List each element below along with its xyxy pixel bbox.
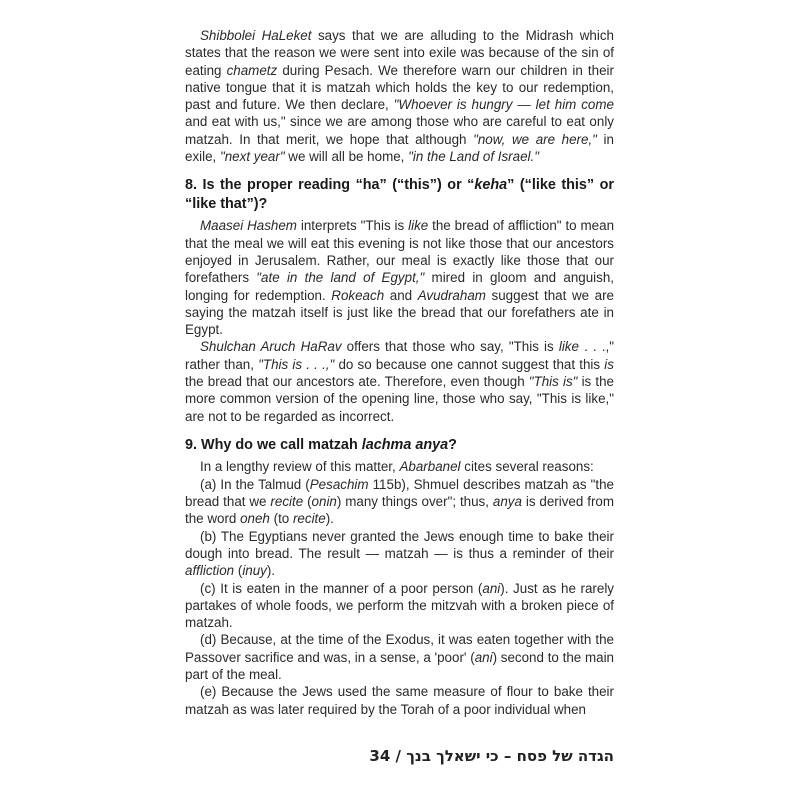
text-run: says that we are alluding to the Midrash which states that the reason we were sent into exile was because of the sin of eating: [185, 28, 614, 78]
italic-text-run: Abarbanel: [399, 459, 461, 475]
italic-text-run: Rokeach: [331, 287, 385, 303]
text-run: ” (“like this” or “like that”)?: [185, 177, 614, 212]
text-run: is derived from the word: [185, 494, 615, 527]
italic-text-run: anya: [492, 494, 522, 510]
footer-separator: /: [390, 747, 407, 765]
text-run: do so because one cannot suggest that this: [334, 356, 605, 372]
text-run: interprets "This is: [296, 218, 409, 234]
section-heading: [185, 436, 614, 455]
paragraph: [185, 580, 614, 632]
text-run: 8. Is the proper reading “ha” (“this”) or “: [185, 177, 475, 194]
text-run: ?: [448, 436, 457, 453]
text-run: (c) It is eaten in the manner of a poor person (: [200, 580, 483, 596]
text-run: (d) Because, at the time of the Exodus, it was eaten together with the Passover sacrifice and was, in a sense, a 'poor' (: [185, 632, 614, 665]
italic-text-run: keha: [474, 177, 508, 194]
section-heading: [185, 176, 614, 213]
italic-text-run: ani: [482, 580, 501, 596]
italic-text-run: recite: [270, 494, 304, 510]
italic-text-run: is: [604, 356, 614, 372]
text-run: ).: [266, 563, 276, 579]
text-run: in exile,: [185, 131, 614, 165]
italic-text-run: lachma anya: [361, 436, 449, 453]
text-run: (to: [269, 511, 293, 527]
text-run: mired in gloom and anguish, longing for redemption.: [185, 270, 614, 303]
italic-text-run: "now, we are here,": [473, 131, 597, 147]
text-run: and: [384, 287, 418, 303]
text-run: ).: [325, 511, 334, 527]
italic-text-run: Avudraham: [417, 287, 486, 303]
italic-text-run: affliction: [185, 563, 235, 579]
text-run: (: [234, 563, 243, 579]
running-title: הגדה של פסח – כי ישאלך בנך: [406, 747, 614, 765]
text-run: ) many things over"; thus,: [336, 494, 493, 510]
italic-text-run: "next year": [219, 149, 285, 165]
paragraph: [185, 476, 614, 528]
text-run: 9. Why do we call matzah: [185, 436, 362, 453]
italic-text-run: Pesachim: [309, 476, 369, 492]
italic-text-run: Shibbolei HaLeket: [200, 28, 312, 43]
italic-text-run: ani: [474, 649, 493, 665]
paragraph: [185, 217, 614, 338]
text-run: ) second to the main part of the meal.: [185, 649, 614, 682]
paragraph: [185, 683, 614, 718]
text-run: is the more common version of the opening line, those who say, "This is like," are not to be regarded as incorrect.: [185, 374, 614, 424]
page-body: [185, 27, 614, 718]
italic-text-run: "Whoever is hungry — let him come: [393, 97, 614, 113]
text-run: In a lengthy review of this matter,: [200, 459, 400, 475]
text-run: (: [303, 494, 312, 510]
italic-text-run: "in the Land of Israel.": [408, 149, 539, 165]
italic-text-run: like: [558, 339, 579, 355]
italic-text-run: "ate in the land of Egypt,": [256, 270, 425, 286]
paragraph: [185, 27, 614, 165]
paragraph: [185, 631, 614, 683]
italic-text-run: onin: [311, 494, 337, 510]
italic-text-run: Shulchan Aruch HaRav: [200, 339, 342, 355]
page-footer: [369, 747, 614, 765]
paragraph: [185, 528, 614, 580]
text-run: (b) The Egyptians never granted the Jews enough time to bake their dough into bread. The result — matzah — is thus a reminder of their: [185, 528, 614, 561]
text-run: (e) Because the Jews used the same measure of flour to bake their matzah as was later required by the Torah of a poor individual when: [185, 684, 614, 717]
italic-text-run: "This is . . .,": [258, 356, 335, 372]
italic-text-run: "This is": [528, 374, 578, 390]
text-run: the bread of affliction" to mean that the meal we will eat this evening is not like those that our ancestors enjoyed in Jerusalem. Rather, our meal is exactly like those that our forefathers: [185, 218, 615, 286]
text-run: we will all be home,: [284, 149, 409, 165]
text-run: the bread that our ancestors ate. Therefore, even though: [185, 374, 529, 390]
italic-text-run: Maasei Hashem: [200, 218, 297, 234]
paragraph: [185, 458, 614, 475]
text-run: ). Just as he rarely partakes of whole foods, we perform the mitzvah with a broken piece of matzah.: [185, 580, 615, 631]
text-run: and eat with us," since we are among those who are careful to eat only matzah. In that merit, we hope that although: [185, 114, 614, 147]
text-run: cites several reasons:: [460, 459, 594, 475]
italic-text-run: inuy: [242, 563, 267, 579]
paragraph: [185, 338, 614, 424]
italic-text-run: recite: [292, 511, 326, 527]
italic-text-run: oneh: [240, 511, 270, 527]
text-run: during Pesach. We therefore warn our children in their native tongue that it is matzah which holds the key to our redemption, past and future. We then declare,: [185, 62, 614, 113]
text-run: (a) In the Talmud (: [200, 476, 310, 492]
italic-text-run: chametz: [226, 62, 278, 78]
text-run: suggest that we are saying the matzah itself is just like the bread that our forefathers ate in Egypt.: [185, 287, 614, 338]
italic-text-run: like: [408, 218, 429, 234]
page-number: 34: [369, 747, 391, 765]
text-run: . . .," rather than,: [185, 339, 614, 372]
text-run: offers that those who say, "This is: [341, 339, 559, 355]
text-run: 115b), Shmuel describes matzah as "the bread that we: [185, 476, 614, 510]
